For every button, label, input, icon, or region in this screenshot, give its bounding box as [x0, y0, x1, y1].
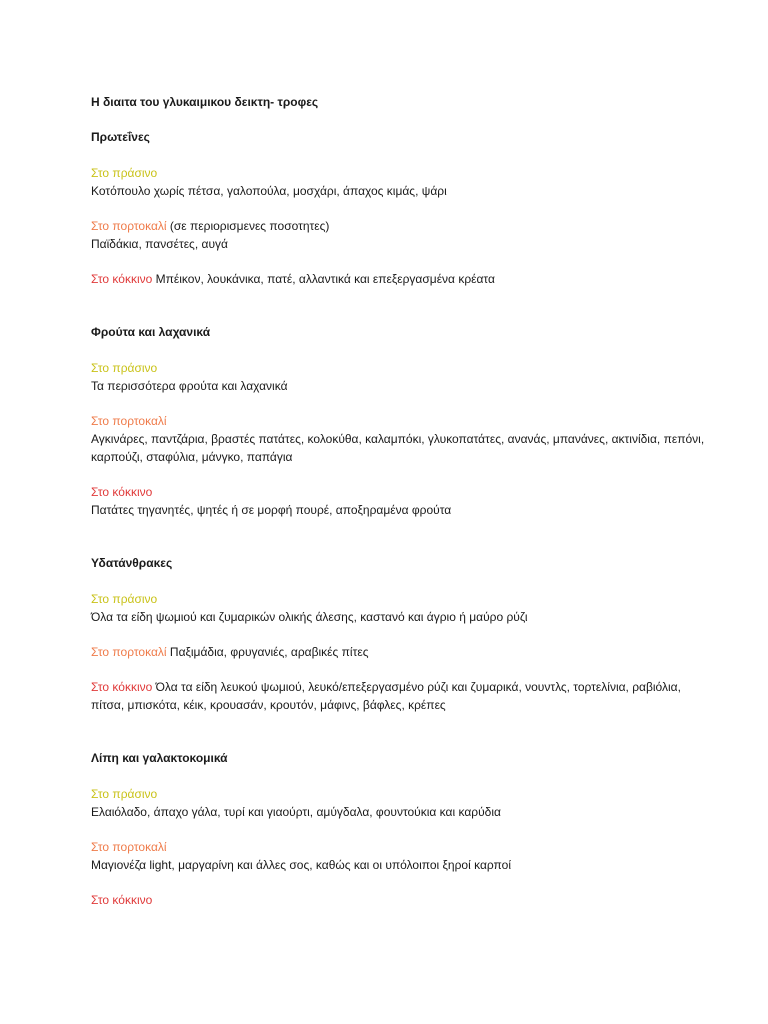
entry-text: Όλα τα είδη ψωμιού και ζυμαρικών ολικής άλεσης, καστανό και άγριο ή μαύρο ρύζι: [91, 610, 528, 624]
red-label: Στο κόκκινο: [91, 893, 153, 907]
section-heading: Υδατάνθρακες: [91, 556, 173, 570]
entry-red: [91, 270, 711, 288]
entry-red: [91, 891, 711, 909]
entry-orange: [91, 217, 711, 253]
section-heading: Λίπη και γαλακτοκομικά: [91, 751, 228, 765]
green-label: Στο πράσινο: [91, 166, 158, 180]
section-fruits-vegetables: [91, 323, 711, 519]
entry-text: Πατάτες τηγανητές, ψητές ή σε μορφή πουρέ, αποξηραμένα φρούτα: [91, 503, 452, 517]
entry-red: [91, 678, 711, 714]
entry-text: Αγκινάρες, παντζάρια, βραστές πατάτες, κολοκύθα, καλαμπόκι, γλυκοπατάτες, ανανάς, μπανάνες, ακτινίδια, πεπόνι, καρπούζι, σταφύλια, μάνγκο, παπάγια: [91, 432, 705, 464]
entry-inline-text: (σε περιορισμενες ποσοτητες): [166, 219, 330, 233]
red-label: Στο κόκκινο: [91, 272, 153, 286]
document-body: [91, 93, 711, 944]
red-label: Στο κόκκινο: [91, 485, 153, 499]
section-heading: Φρούτα και λαχανικά: [91, 325, 211, 339]
orange-label: Στο πορτοκαλί: [91, 840, 167, 854]
section-fats-dairy: [91, 749, 711, 909]
section-heading: Πρωτεΐνες: [91, 130, 150, 144]
entry-inline-text: Μπέικον, λουκάνικα, πατέ, αλλαντικά και επεξεργασμένα κρέατα: [152, 272, 495, 286]
green-label: Στο πράσινο: [91, 787, 158, 801]
entry-text: Μαγιονέζα light, μαργαρίνη και άλλες σος, καθώς και οι υπόλοιποι ξηροί καρποί: [91, 858, 511, 872]
orange-label: Στο πορτοκαλί: [91, 414, 167, 428]
entry-inline-text: Όλα τα είδη λευκού ψωμιού, λευκό/επεξεργασμένο ρύζι και ζυμαρικά, νουντλς, τορτελίνια, ραβιόλια, πίτσα, μπισκότα, κέικ, κρουασάν, κρουτόν, μάφινς, βάφλες, κρέπες: [91, 680, 681, 712]
entry-green: [91, 590, 711, 626]
entry-inline-text: Παξιμάδια, φρυγανιές, αραβικές πίτες: [166, 645, 369, 659]
entry-red: [91, 483, 711, 519]
entry-text: Ελαιόλαδο, άπαχο γάλα, τυρί και γιαούρτι, αμύγδαλα, φουντούκια και καρύδια: [91, 805, 501, 819]
section-proteins: [91, 128, 711, 288]
entry-text: Τα περισσότερα φρούτα και λαχανικά: [91, 379, 288, 393]
entry-orange: [91, 838, 711, 874]
entry-text: Κοτόπουλο χωρίς πέτσα, γαλοπούλα, μοσχάρι, άπαχος κιμάς, ψάρι: [91, 184, 447, 198]
green-label: Στο πράσινο: [91, 592, 158, 606]
section-carbohydrates: [91, 554, 711, 714]
entry-green: [91, 785, 711, 821]
orange-label: Στο πορτοκαλί: [91, 219, 167, 233]
entry-green: [91, 359, 711, 395]
entry-green: [91, 164, 711, 200]
green-label: Στο πράσινο: [91, 361, 158, 375]
orange-label: Στο πορτοκαλί: [91, 645, 167, 659]
entry-text: Παϊδάκια, πανσέτες, αυγά: [91, 237, 228, 251]
document-title: Η διαιτα του γλυκαιμικου δεικτη- τροφες: [91, 95, 319, 109]
entry-orange: [91, 643, 711, 661]
entry-orange: [91, 412, 711, 466]
red-label: Στο κόκκινο: [91, 680, 153, 694]
